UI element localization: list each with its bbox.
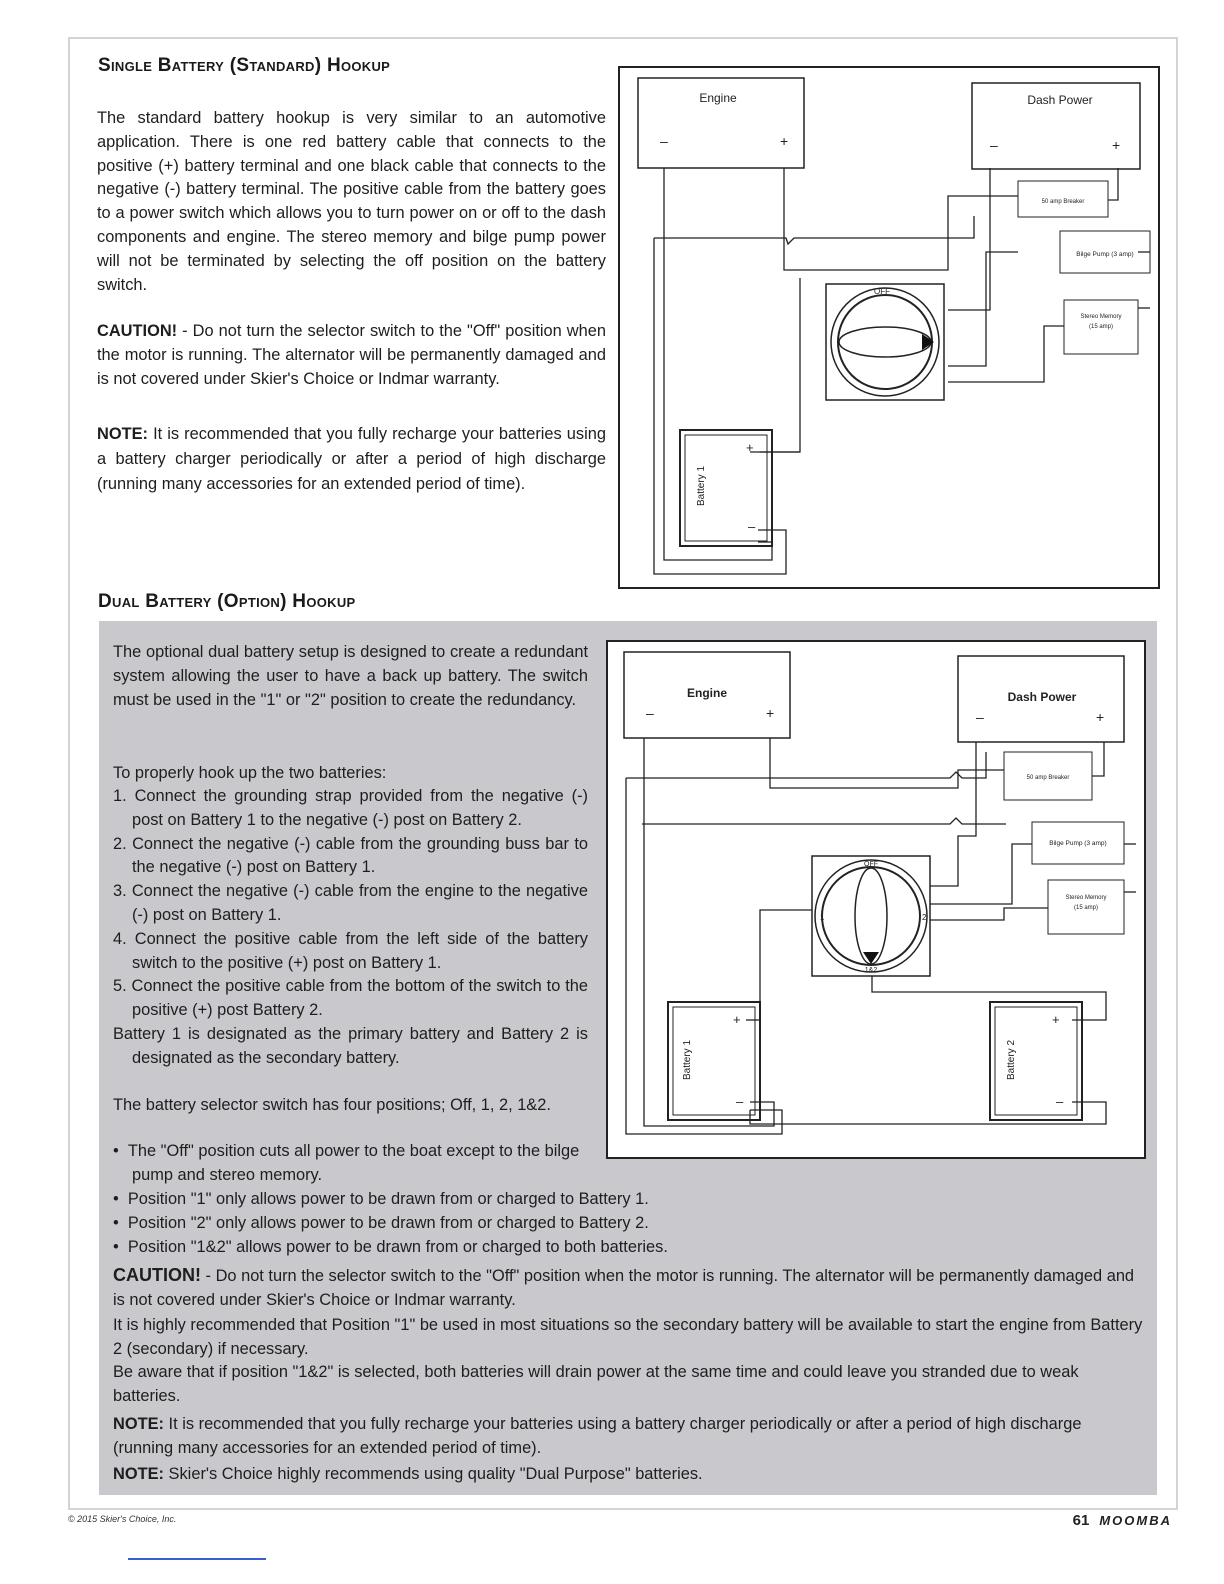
- breaker-label: 50 amp Breaker: [1041, 199, 1085, 205]
- bilge-label: Bilge Pump (3 amp): [1076, 251, 1134, 258]
- note-label: NOTE:: [113, 1415, 164, 1433]
- footer-page: [1073, 1512, 1172, 1529]
- switch-off-label: OFF: [864, 861, 878, 868]
- dash-minus: –: [976, 709, 984, 725]
- position-item: • Position "1" only allows power to be drawn from or charged to Battery 1.: [113, 1190, 649, 1208]
- caution-label: CAUTION!: [113, 1265, 201, 1285]
- page-number: 61: [1072, 1512, 1090, 1529]
- dash-power-label: Dash Power: [1027, 93, 1093, 107]
- stereo-label-2: (15 amp): [1088, 324, 1114, 330]
- position-item-text: The "Off" position cuts all power to the boat except to the bilge pump and stereo memory.: [127, 1142, 580, 1184]
- note-text: Skier's Choice highly recommends using quality "Dual Purpose" batteries.: [164, 1465, 703, 1483]
- section2-intro: The optional dual battery setup is designed to create a redundant system allowing the user to have a back up battery. The switch must be used in the "1" or "2" position to create the redundancy.: [113, 643, 588, 709]
- battery1-box: [680, 430, 772, 546]
- bilge-label: Bilge Pump (3 amp): [1049, 840, 1107, 847]
- dash-power-label: Dash Power: [1007, 690, 1077, 704]
- battery1-minus: –: [736, 1094, 744, 1109]
- engine-label: Engine: [699, 91, 737, 105]
- engine-minus: –: [646, 705, 654, 721]
- battery2-minus: –: [1056, 1094, 1064, 1109]
- battery1-label: Battery 1: [696, 465, 707, 507]
- section1-heading: Single Battery (Standard) Hookup: [98, 55, 391, 76]
- switch-12-label: 1&2: [864, 967, 878, 974]
- position-item-text: Position "1&2" allows power to be drawn from or charged to both batteries.: [127, 1237, 668, 1256]
- battery1-minus: –: [748, 519, 756, 534]
- step-item: 1. Connect the grounding strap provided from the negative (-) post on Battery 1 to the negative (-) post on Battery 2.: [113, 787, 588, 829]
- section1-intro: The standard battery hookup is very similar to an automotive application. There is one red battery cable that connects to the positive (+) battery terminal and one black cable that connects to the negative (-) battery terminal. The positive cable from the battery goes to a power switch which allows you to turn power on or off to the dash components and engine. The stereo memory and bilge pump power will not be terminated by selecting the off position on the battery switch.: [97, 109, 606, 294]
- section2-caution: [113, 1264, 1145, 1313]
- battery2-plus: +: [1052, 1012, 1060, 1027]
- caution-text: - Do not turn the selector switch to the "Off" position when the motor is running. The alternator will be permanently damaged and is not covered under Skier's Choice or Indmar warranty.: [113, 1267, 1135, 1309]
- position-item-text: Position "2" only allows power to be drawn from or charged to Battery 2.: [127, 1213, 649, 1232]
- stereo-label-1: Stereo Memory: [1080, 314, 1122, 320]
- section2-list-intro: To properly hook up the two batteries:: [113, 764, 387, 782]
- battery2-label: Battery 2: [1006, 1039, 1017, 1081]
- step-item: 4. Connect the positive cable from the left side of the battery switch to the positive (+) post on Battery 1.: [113, 929, 588, 972]
- section1-caution: [97, 320, 606, 391]
- switch-2-label: 2: [922, 913, 927, 922]
- note-text: It is recommended that you fully recharge your batteries using a battery charger periodically or after a period of high discharge (running many accessories for an extended period of time).: [97, 425, 606, 493]
- footer-copyright: © 2015 Skier's Choice, Inc.: [68, 1514, 177, 1524]
- section2-note1: [113, 1413, 1145, 1461]
- section2-note2: [113, 1463, 1145, 1487]
- switch-1-label: 1: [820, 913, 825, 922]
- step-item: 2. Connect the negative (-) cable from the grounding buss bar to the negative (-) post on Battery 1.: [113, 834, 588, 877]
- position-item-text: Position "1" only allows power to be drawn from or charged to Battery 1.: [127, 1190, 649, 1208]
- switch-off-label: OFF: [874, 287, 890, 296]
- positions-intro: The battery selector switch has four positions; Off, 1, 2, 1&2.: [113, 1096, 551, 1114]
- stereo-label-1: Stereo Memory: [1065, 895, 1107, 901]
- caution-label: CAUTION!: [97, 322, 178, 340]
- link-underline: [128, 1558, 266, 1560]
- section2-aware: Be aware that if position "1&2" is selected, both batteries will drain power at the same time and could leave you stranded due to weak batteries.: [113, 1363, 1079, 1405]
- section1-note: [97, 422, 606, 497]
- position-item: • The "Off" position cuts all power to the boat except to the bilge pump and stereo memory.: [113, 1142, 580, 1184]
- engine-minus: –: [660, 133, 668, 149]
- note-label: NOTE:: [97, 425, 148, 443]
- position-item: • Position "1&2" allows power to be drawn from or charged to both batteries.: [113, 1237, 668, 1256]
- stereo-label-2: (15 amp): [1073, 905, 1099, 911]
- engine-plus: +: [780, 133, 789, 149]
- engine-plus: +: [766, 705, 775, 721]
- caution-text: - Do not turn the selector switch to the "Off" position when the motor is running. The alternator will be permanently damaged and is not covered under Skier's Choice or Indmar warranty.: [97, 322, 606, 388]
- dash-plus: +: [1112, 137, 1121, 153]
- engine-label: Engine: [686, 686, 728, 700]
- note-label: NOTE:: [113, 1465, 164, 1483]
- battery1-plus: +: [746, 440, 754, 455]
- battery1-label: Battery 1: [682, 1039, 693, 1081]
- positions-bullets: [113, 1188, 913, 1259]
- brand-logo: MOOMBA: [1099, 1513, 1172, 1528]
- dash-minus: –: [990, 137, 998, 153]
- section2-recommend: It is highly recommended that Position "1" be used in most situations so the secondary battery will be available to start the engine from Battery 2 (secondary) if necessary.: [113, 1316, 1143, 1358]
- step-item: Battery 1 is designated as the primary battery and Battery 2 is designated as the secondary battery.: [113, 1024, 588, 1067]
- battery2-box: [990, 1002, 1082, 1120]
- battery1-plus: +: [733, 1012, 741, 1027]
- note-text: It is recommended that you fully recharge your batteries using a battery charger periodically or after a period of high discharge (running many accessories for an extended period of time).: [113, 1415, 1082, 1457]
- step-item: 5. Connect the positive cable from the bottom of the switch to the positive (+) post Battery 2.: [113, 977, 588, 1020]
- step-item: 3. Connect the negative (-) cable from the engine to the negative (-) post on Battery 1.: [113, 882, 588, 924]
- dash-plus: +: [1096, 709, 1105, 725]
- section2-heading: Dual Battery (Option) Hookup: [98, 591, 356, 612]
- position-item: • Position "2" only allows power to be drawn from or charged to Battery 2.: [113, 1213, 649, 1232]
- single-battery-diagram: [618, 66, 1160, 590]
- breaker-label: 50 amp Breaker: [1026, 775, 1070, 781]
- hookup-steps: [113, 785, 588, 1071]
- dual-battery-diagram: [606, 640, 1146, 1160]
- positions-bullet-first: [113, 1140, 588, 1188]
